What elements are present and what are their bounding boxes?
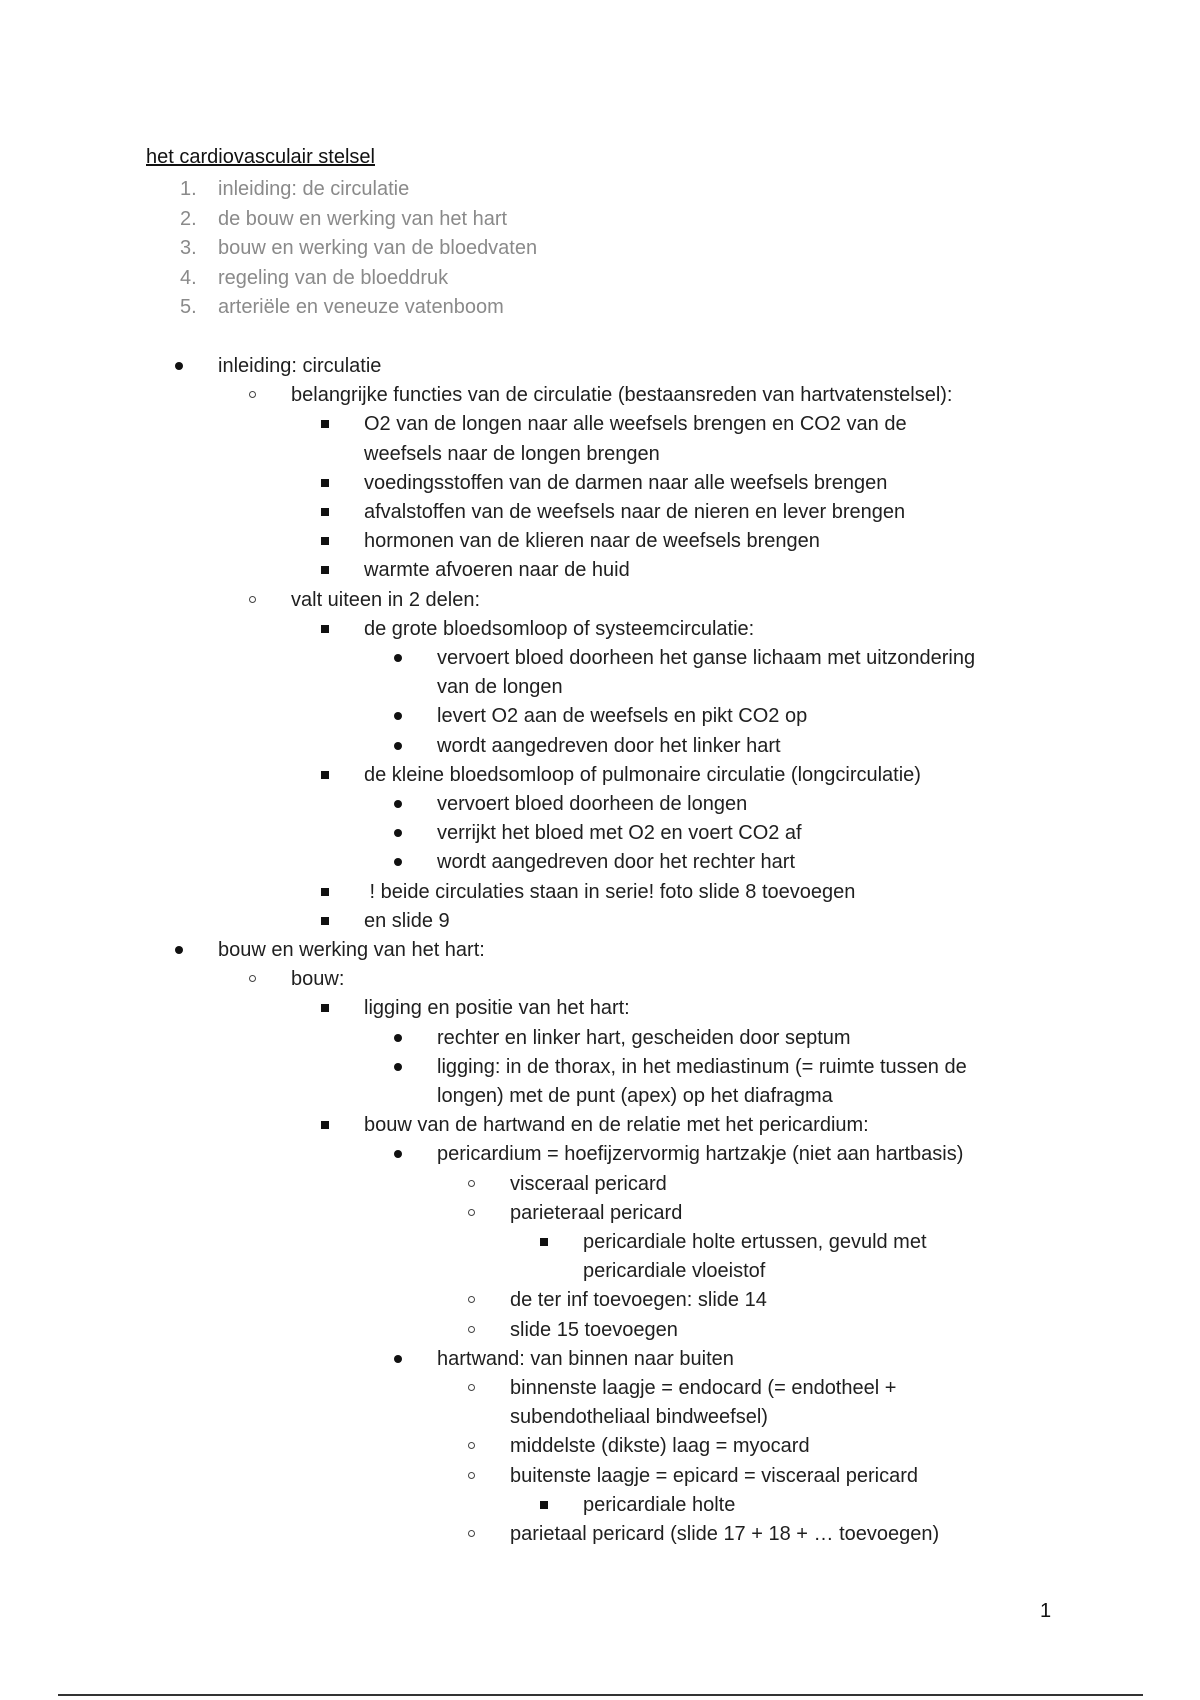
outline-item-level-5: visceraal pericard — [510, 1172, 667, 1195]
bullet-circle-icon — [461, 1170, 481, 1187]
outline-item-level-1: inleiding: circulatie — [218, 355, 382, 377]
outline-item-level-6: pericardiale holte — [583, 1493, 736, 1516]
bullet-square-icon — [315, 907, 335, 925]
bullet-dot-icon — [388, 819, 408, 837]
bullet-dot-icon — [388, 848, 408, 866]
bullet-dot-icon — [388, 732, 408, 750]
bullet-square-icon — [315, 410, 335, 428]
outline-item-level-4: ligging: in de thorax, in het mediastinum (= ruimte tussen de — [437, 1055, 967, 1078]
bullet-square-icon — [534, 1228, 554, 1246]
outline-item-level-3: hormonen van de klieren naar de weefsels brengen — [364, 530, 820, 553]
toc-number: 5. — [180, 296, 197, 318]
bullet-circle-icon — [461, 1316, 481, 1333]
outline-item-level-3: weefsels naar de longen brengen — [364, 442, 660, 465]
page-number: 1 — [1040, 1600, 1052, 1622]
outline-item-level-5: binnenste laagje = endocard (= endotheel + — [510, 1377, 897, 1399]
toc-item — [180, 234, 537, 264]
toc-text: inleiding: de circulatie — [218, 178, 410, 200]
outline-item-level-4: verrijkt het bloed met O2 en voert CO2 af — [437, 822, 802, 845]
toc-text: de bouw en werking van het hart — [218, 207, 508, 230]
bullet-square-icon — [534, 1491, 554, 1509]
toc-number: 3. — [180, 237, 197, 259]
toc-text: regeling van de bloeddruk — [218, 266, 449, 289]
outline-item-level-5: slide 15 toevoegen — [510, 1318, 678, 1341]
toc-text: arteriële en veneuze vatenboom — [218, 296, 504, 318]
bullet-circle-icon — [242, 586, 262, 603]
outline-item-level-5: buitenste laagje = epicard = visceraal pericard — [510, 1464, 919, 1487]
bullet-circle-icon — [461, 1286, 481, 1303]
outline-item-level-2: belangrijke functies van de circulatie (bestaansreden van hartvatenstelsel): — [291, 384, 953, 407]
outline-item-level-3: ligging en positie van het hart: — [364, 997, 630, 1020]
toc-number: 4. — [180, 266, 197, 289]
bullet-circle-icon — [461, 1432, 481, 1449]
outline-item-level-3: ! beide circulaties staan in serie! foto slide 8 toevoegen — [364, 880, 856, 903]
bullet-square-icon — [315, 556, 335, 574]
document-title: het cardiovasculair stelsel — [146, 146, 375, 168]
outline-item-level-4: van de longen — [437, 676, 563, 699]
bullet-circle-icon — [461, 1199, 481, 1216]
outline-item-level-4: wordt aangedreven door het linker hart — [437, 734, 781, 757]
bullet-dot-icon — [388, 790, 408, 808]
toc-number: 2. — [180, 207, 197, 230]
outline-item-level-4: vervoert bloed doorheen het ganse lichaam met uitzondering — [437, 647, 976, 669]
outline-item-level-2: valt uiteen in 2 delen: — [291, 588, 481, 611]
outline-item-level-5: subendotheliaal bindweefsel) — [510, 1406, 768, 1429]
outline-item-level-1: bouw en werking van het hart: — [218, 939, 485, 961]
outline-item-level-5: de ter inf toevoegen: slide 14 — [510, 1289, 767, 1312]
bullet-circle-icon — [242, 381, 262, 398]
toc-item — [180, 175, 537, 205]
bullet-dot-icon — [388, 1024, 408, 1042]
bullet-dot-icon — [388, 702, 408, 720]
table-of-contents — [180, 175, 537, 323]
outline-item-level-4: rechter en linker hart, gescheiden door septum — [437, 1026, 851, 1049]
bullet-square-icon — [315, 761, 335, 779]
outline-item-level-6: pericardiale vloeistof — [583, 1260, 766, 1283]
outline-item-level-3: voedingsstoffen van de darmen naar alle weefsels brengen — [364, 471, 888, 494]
bullet-dot-icon — [388, 1140, 408, 1158]
bullet-dot-icon — [388, 644, 408, 662]
toc-item — [180, 293, 537, 323]
toc-item — [180, 264, 537, 294]
bullet-square-icon — [315, 469, 335, 487]
outline-item-level-4: hartwand: van binnen naar buiten — [437, 1347, 734, 1370]
outline-item-level-5: middelste (dikste) laag = myocard — [510, 1435, 810, 1458]
bullet-square-icon — [315, 527, 335, 545]
bullet-circle-icon — [461, 1520, 481, 1537]
bullet-dot-icon — [169, 936, 189, 954]
outline-item-level-4: wordt aangedreven door het rechter hart — [437, 851, 795, 874]
outline-item-level-3: afvalstoffen van de weefsels naar de nieren en lever brengen — [364, 501, 906, 523]
bullet-circle-icon — [242, 965, 262, 982]
bullet-circle-icon — [461, 1462, 481, 1479]
outline-item-level-2: bouw: — [291, 968, 345, 991]
outline-item-level-4: pericardium = hoefijzervormig hartzakje (niet aan hartbasis) — [437, 1143, 964, 1166]
outline-item-level-6: pericardiale holte ertussen, gevuld met — [583, 1231, 927, 1253]
outline-item-level-3: warmte afvoeren naar de huid — [364, 559, 630, 582]
outline-item-level-4: longen) met de punt (apex) op het diafragma — [437, 1085, 833, 1107]
outline-item-level-3: O2 van de longen naar alle weefsels brengen en CO2 van de — [364, 413, 907, 436]
outline-item-level-4: levert O2 aan de weefsels en pikt CO2 op — [437, 705, 808, 728]
outline-item-level-3: en slide 9 — [364, 909, 450, 932]
outline-item-level-3: de grote bloedsomloop of systeemcirculatie: — [364, 617, 755, 640]
bullet-square-icon — [315, 994, 335, 1012]
bullet-circle-icon — [461, 1374, 481, 1391]
bullet-square-icon — [315, 498, 335, 516]
outline-item-level-3: de kleine bloedsomloop of pulmonaire circulatie (longcirculatie) — [364, 763, 921, 786]
bullet-square-icon — [315, 615, 335, 633]
toc-number: 1. — [180, 178, 197, 200]
bullet-dot-icon — [388, 1053, 408, 1071]
outline-item-level-5: parietaal pericard (slide 17 + 18 + … toevoegen) — [510, 1523, 940, 1545]
toc-item — [180, 205, 537, 235]
bullet-square-icon — [315, 878, 335, 896]
bullet-dot-icon — [169, 352, 189, 370]
bullet-dot-icon — [388, 1345, 408, 1363]
outline-item-level-5: parieteraal pericard — [510, 1201, 683, 1224]
outline-item-level-4: vervoert bloed doorheen de longen — [437, 793, 748, 815]
page-divider — [58, 1694, 1143, 1696]
outline-item-level-3: bouw van de hartwand en de relatie met het pericardium: — [364, 1114, 869, 1137]
bullet-square-icon — [315, 1111, 335, 1129]
toc-text: bouw en werking van de bloedvaten — [218, 237, 538, 259]
